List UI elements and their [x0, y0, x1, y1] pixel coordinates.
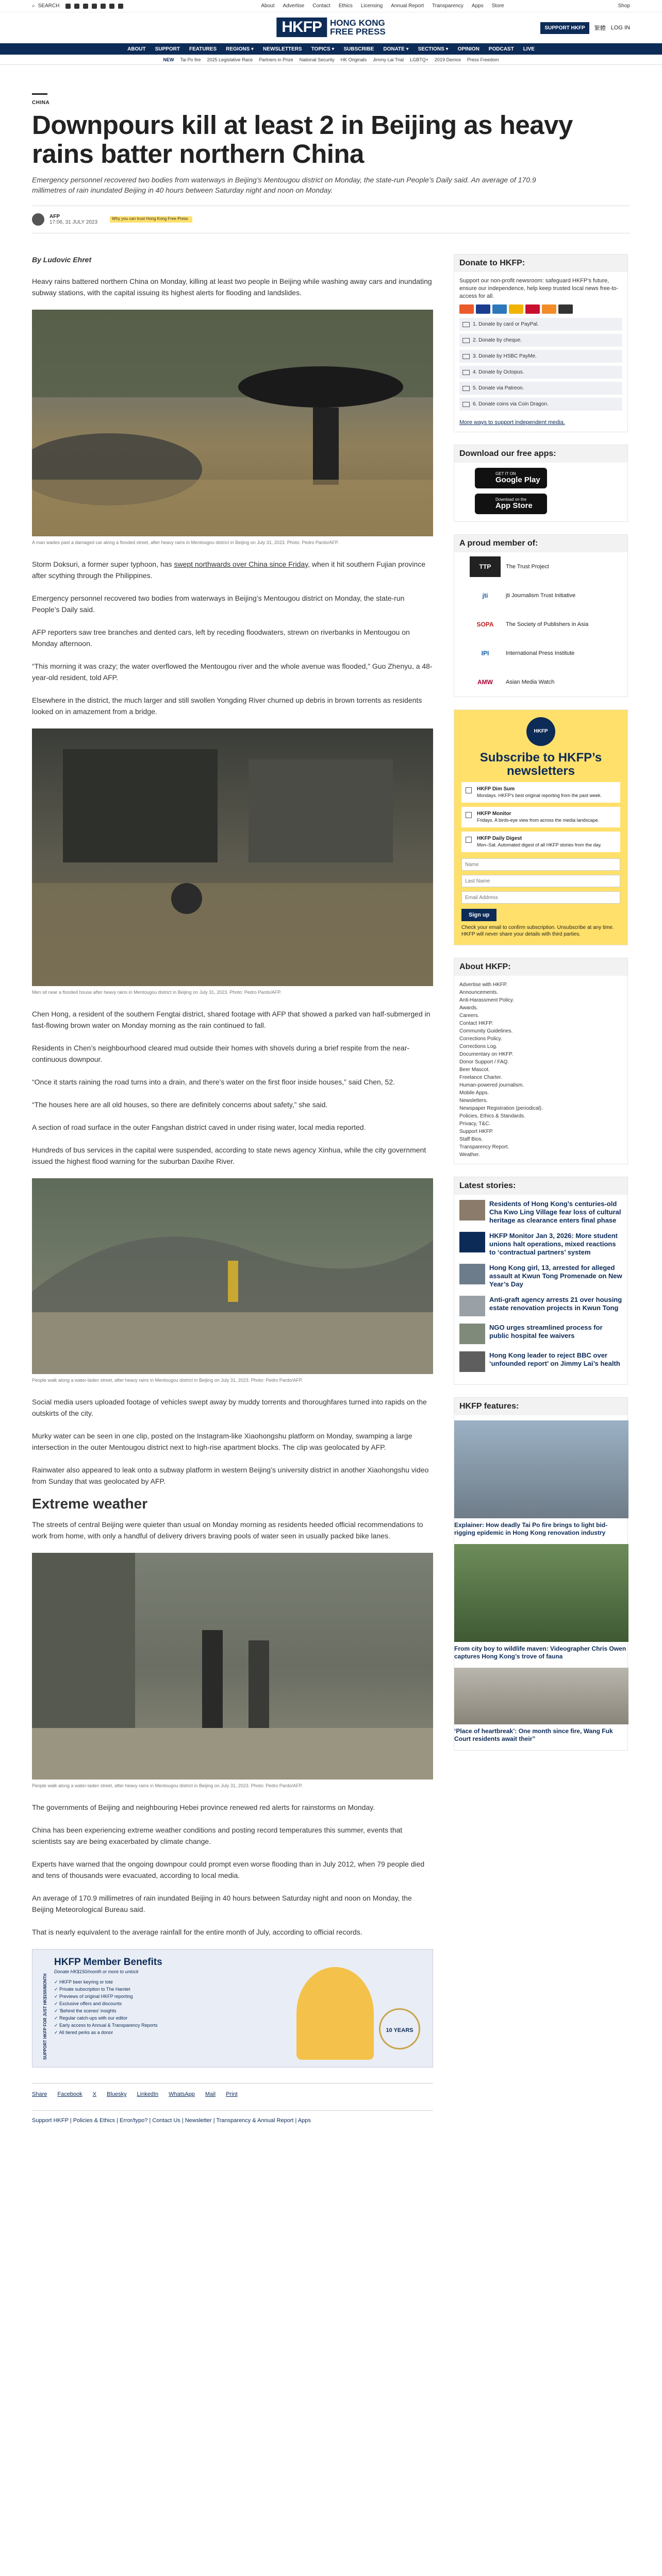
google-play-button[interactable] [475, 468, 547, 488]
about-link[interactable]: Support HKFP. [459, 1129, 493, 1134]
share-label: Share [32, 2091, 47, 2097]
paragraph: China has been experiencing extreme weather conditions and posting record temperatures this summer, events that scientists say are being exacerbated by climate change. [32, 1826, 403, 1845]
latest-story[interactable] [459, 1200, 622, 1225]
feature-story[interactable] [454, 1420, 627, 1537]
story-title: Anti-graft agency arrests 21 over housing estate renovation projects in Kwun Tong [489, 1296, 622, 1312]
member-sopa[interactable] [454, 610, 627, 639]
story-thumbnail [459, 1351, 485, 1372]
about-box [454, 958, 628, 1164]
topic-subnav [0, 55, 662, 65]
donate-option-label: 5. Donate via Patreon. [473, 385, 524, 391]
paragraph: “Once it starts raining the road turns into a drain, and there’s water on the first floor inside houses,” said Chen, 52. [32, 1078, 395, 1086]
author-avatar [32, 213, 44, 226]
newsletter-option[interactable] [461, 832, 620, 852]
subnav-item[interactable]: Tai Po fire [180, 57, 201, 62]
google-play-label: Google Play [495, 476, 540, 484]
donate-option-label: 6. Donate coins via Coin Dragon. [473, 401, 549, 407]
card-icon [462, 322, 470, 327]
nav-item[interactable]: OPINION [457, 46, 479, 52]
subnav-item[interactable]: LGBTQ+ [410, 57, 428, 62]
about-link[interactable]: Corrections Policy. [459, 1036, 502, 1042]
benefit-item-text: All tiered perks as a donor [59, 2030, 113, 2035]
benefit-item-text: Exclusive offers and discounts [59, 2001, 122, 2006]
nav-item[interactable]: TOPICS ▾ [311, 46, 335, 52]
paragraph: Rainwater also appeared to leak onto a subway platform in western Beijing’s university district in another Xiaohongshu video from Sunday that was geolocated by AFP. [32, 1466, 429, 1485]
photo-water-street [32, 1178, 433, 1374]
about-list [454, 976, 627, 1164]
amw-logo: AMW [477, 679, 493, 686]
donate-text: Support our non-profit newsroom: safeguard HKFP’s future, ensure our independence, help keep trusted local news free-to-access for all. [459, 278, 619, 299]
paragraph: Murky water can be seen in one clip, posted on the Instagram-like Xiaohongshu platform on Monday, swamping a large intersection in the outer Mentougou district next to high-rise apartment blocks. The clip was geolocated by AFP. [32, 1432, 412, 1451]
benefit-item: ✓ Exclusive offers and discounts [54, 2001, 122, 2006]
trust-project-logo: TTP [470, 556, 501, 577]
photo-caption: People walk along a water-laden street, after heavy rains in Mentougou district in Beijing on July 31, 2023. Photo: Pedro Pardo/AFP. [32, 1378, 303, 1383]
share-print[interactable]: Print [226, 2091, 238, 2097]
benefits-title: HKFP Member Benefits [54, 1957, 162, 1968]
byline-date: 17:06, 31 JULY 2023 [49, 219, 98, 225]
byline-text [49, 214, 97, 225]
social-icons [65, 4, 123, 9]
top-link-store[interactable]: Store [491, 3, 504, 9]
top-link-contact[interactable]: Contact [312, 3, 330, 9]
feature-title: Explainer: How deadly Tai Po fire brings to light bid-rigging epidemic in Hong Kong renovation industry [454, 1521, 608, 1536]
byline [32, 206, 630, 233]
paragraph: The streets of central Beijing were quieter than usual on Monday morning as residents heeded official recommendations to work from home, with only a handful of delivery drivers braving pools of water seen in usually packed bike lanes. [32, 1520, 423, 1540]
about-link[interactable]: Donor Support / FAQ. [459, 1059, 509, 1065]
benefit-item-text: Private subscription to The Hamlet [59, 1987, 130, 1992]
member-benefits-banner[interactable] [32, 1949, 433, 2067]
about-link[interactable]: Anti-Harassment Policy. [459, 997, 514, 1003]
latest-story[interactable] [459, 1296, 622, 1316]
latest-story[interactable] [459, 1351, 622, 1372]
byline-name[interactable]: AFP [49, 214, 60, 219]
feature-image [454, 1420, 628, 1518]
photo-art [32, 310, 433, 536]
facebook-icon[interactable] [74, 4, 79, 9]
inline-link[interactable]: swept northwards over China since Friday [174, 560, 308, 568]
checkbox-icon[interactable] [466, 812, 472, 818]
paragraph: The governments of Beijing and neighbouring Hebei province renewed red alerts for rainstorms on Monday. [32, 1803, 375, 1811]
paypal-icon [509, 304, 523, 314]
donate-option[interactable] [459, 318, 622, 331]
top-link-transparency[interactable]: Transparency [432, 3, 464, 9]
share-linkedin[interactable]: LinkedIn [137, 2091, 159, 2097]
latest-story[interactable] [459, 1324, 622, 1344]
member-label: Asian Media Watch [506, 679, 555, 685]
subnav-item[interactable]: National Security [299, 57, 335, 62]
about-link[interactable]: Awards. [459, 1005, 478, 1011]
logo-text-line1: HONG KONG [329, 18, 385, 28]
latest-story[interactable] [459, 1232, 622, 1257]
instagram-icon[interactable] [83, 4, 88, 9]
story-thumbnail [459, 1264, 485, 1284]
ipi-logo: IPI [481, 650, 489, 657]
coin-icon [462, 402, 470, 407]
email-field[interactable] [461, 891, 620, 904]
article-category[interactable]: CHINA [32, 100, 50, 106]
top-bar [0, 0, 662, 12]
mastercard-icon [459, 304, 474, 314]
story-title: Hong Kong leader to reject BBC over ‘unfounded report’ on Jimmy Lai’s health [489, 1351, 620, 1367]
about-link[interactable]: Careers. [459, 1013, 479, 1019]
benefit-item-text: 'Behind the scenes' insights [59, 2008, 117, 2013]
benefit-item: ✓ Previews of original HKFP reporting [54, 1994, 133, 1999]
checkbox-icon[interactable] [466, 837, 472, 843]
paragraph: Elsewhere in the district, the much larger and still swollen Yongding River churned up debris in brown torrents as residents looked on in amazement from a bridge. [32, 696, 422, 716]
about-link[interactable]: Human-powered journalism. [459, 1082, 524, 1088]
about-link[interactable]: Corrections Log. [459, 1044, 498, 1049]
article-body [32, 254, 433, 2126]
about-link[interactable]: Freelance Charter. [459, 1075, 502, 1080]
feature-image [454, 1668, 628, 1724]
donate-option-label: 2. Donate by cheque. [473, 337, 522, 343]
about-link[interactable]: Community Guidelines. [459, 1028, 513, 1034]
member-label: International Press Institute [506, 650, 575, 656]
benefit-item: ✓ 'Behind the scenes' insights [54, 2008, 117, 2013]
google-play-small: GET IT ON [495, 471, 516, 476]
newsletter-logo: HKFP [526, 717, 555, 746]
bluesky-icon[interactable] [92, 4, 97, 9]
share-x[interactable]: X [92, 2091, 97, 2097]
shop-link[interactable]: Shop [618, 3, 630, 9]
donate-body [454, 272, 627, 432]
share-whatsapp[interactable]: WhatsApp [169, 2091, 195, 2097]
paragraph: An average of 170.9 millimetres of rain inundated Beijing in 40 hours between Saturday night and noon on Monday, the Beijing Meteorological Bureau said. [32, 1894, 412, 1913]
newsletter-option[interactable] [461, 782, 620, 803]
nav-item[interactable]: SECTIONS ▾ [418, 46, 449, 52]
top-links [103, 3, 662, 9]
member-label: The Trust Project [506, 564, 549, 570]
threads-icon[interactable] [118, 4, 123, 9]
about-link[interactable]: Newspaper Registration (periodical). [459, 1106, 543, 1111]
payme-icon [462, 354, 470, 359]
features-list [454, 1415, 627, 1743]
trust-promo[interactable]: Why you can trust Hong Kong Free Press [110, 216, 192, 223]
subnav-item[interactable]: Press Freedom [467, 57, 499, 62]
about-link[interactable]: Advertise with HKFP. [459, 982, 508, 988]
feature-story[interactable] [454, 1544, 627, 1660]
newsletter-option[interactable] [461, 807, 620, 827]
story-thumbnail [459, 1296, 485, 1316]
app-store-small: Download on the [495, 497, 527, 502]
donate-option[interactable] [459, 366, 622, 379]
app-store-label: App Store [495, 501, 533, 510]
search-icon[interactable]: ⌕ [32, 3, 35, 9]
subnav-item[interactable]: Partners in Prize [259, 57, 293, 62]
last-name-field[interactable] [461, 875, 620, 887]
about-link[interactable]: Staff Bios. [459, 1137, 483, 1142]
about-link[interactable]: Privacy, T&C. [459, 1121, 491, 1127]
feature-story[interactable] [454, 1668, 627, 1743]
logo-text [330, 19, 386, 36]
feature-title: From city boy to wildlife maven: Videographer Chris Owen captures Hong Kong’s trove of fauna [454, 1645, 626, 1660]
support-hkfp-button[interactable]: SUPPORT HKFP [540, 22, 589, 34]
about-link[interactable]: Policies, Ethics & Standards. [459, 1113, 525, 1119]
payme-icon [525, 304, 540, 314]
about-link[interactable]: Newsletters. [459, 1098, 488, 1104]
story-thumbnail [459, 1200, 485, 1221]
patreon-icon [462, 386, 470, 391]
header-right [540, 22, 630, 34]
donate-box [454, 254, 628, 432]
subnav-item[interactable]: 2025 Legislative Race [207, 57, 253, 62]
benefit-item: ✓ Early access to Annual & Transparency Reports [54, 2023, 158, 2028]
mascot-illustration [296, 1967, 374, 2060]
photo-art [32, 1178, 433, 1374]
newsletter-box [454, 709, 628, 945]
share-mail[interactable]: Mail [205, 2091, 216, 2097]
benefits-content [54, 1957, 296, 2060]
benefits-sub: Donate HK$150/month or more to unlock [54, 1969, 139, 1974]
photo-flooded-house [32, 728, 433, 986]
site-header [0, 12, 662, 43]
newsletter-option-title: HKFP Daily Digest [477, 836, 522, 841]
ten-years-badge: 10 YEARS [379, 2008, 420, 2049]
nav-item[interactable]: PODCAST [488, 46, 514, 52]
app-store-button[interactable] [475, 494, 547, 514]
about-link[interactable]: Documentary on HKFP. [459, 1052, 514, 1057]
benefit-item-text: Previews of original HKFP reporting [59, 1994, 133, 1999]
photo-flooded-street [32, 310, 433, 536]
top-link-annual-report[interactable]: Annual Report [391, 3, 424, 9]
top-link-apps[interactable]: Apps [471, 3, 484, 9]
newsletter-option-desc: Mondays. HKFP's best original reporting from the past week. [477, 793, 602, 798]
story-thumbnail [459, 1232, 485, 1252]
paragraph-text: Storm Doksuri, a former super typhoon, has [32, 560, 174, 568]
paragraph: Residents in Chen’s neighbourhood cleared mud outside their homes with shovels during a brief respite from the near-continuous downpour. [32, 1044, 410, 1063]
subnav-item[interactable]: Jimmy Lai Trial [373, 57, 404, 62]
newsletter-option-desc: Fridays. A birds-eye view from across the media landscape. [477, 818, 600, 823]
octopus-icon [462, 370, 470, 375]
donate-title: Donate to HKFP: [454, 255, 627, 272]
nav-item[interactable]: DONATE ▾ [383, 46, 409, 52]
donate-more-link[interactable]: More ways to support independent media. [459, 419, 565, 426]
newsletter-option-title: HKFP Monitor [477, 811, 511, 817]
patreon-icon [558, 304, 573, 314]
features-box [454, 1397, 628, 1751]
apps-title: Download our free apps: [454, 445, 627, 463]
about-link[interactable]: Contact HKFP. [459, 1021, 493, 1026]
share-facebook[interactable]: Facebook [57, 2091, 82, 2097]
donate-option-label: 3. Donate by HSBC PayMe. [473, 353, 537, 359]
top-bar-left [32, 3, 135, 9]
checkbox-icon[interactable] [466, 787, 472, 793]
top-link-licensing[interactable]: Licensing [360, 3, 383, 9]
paragraph-text: , when it hit southern Fujian province after scything through the Philippines. [32, 560, 426, 580]
paragraph: Hundreds of bus services in the capital were suspended, according to state news agency Xinhua, while the city government issued the highest flood warning for the suburban Daxihe River. [32, 1146, 426, 1165]
latest-story[interactable] [459, 1264, 622, 1289]
nav-item[interactable]: LIVE [523, 46, 535, 52]
nav-item[interactable]: NEWSLETTERS [263, 46, 302, 52]
about-link[interactable]: Beer Mascot. [459, 1067, 490, 1073]
donate-option[interactable] [459, 382, 622, 395]
search-link[interactable]: SEARCH [38, 3, 60, 9]
paragraph: Heavy rains battered northern China on Monday, killing at least two people in Beijing while washing away cars and inundating subway stations, with the capital issuing its highest alerts for flooding and landslides. [32, 277, 432, 297]
support-footer-links[interactable]: Support HKFP | Policies & Ethics | Error/typo? | Contact Us | Newsletter | Transparency & Annual Report | Apps [32, 2110, 433, 2126]
members-title: A proud member of: [454, 535, 627, 552]
donate-option-label: 4. Donate by Octopus. [473, 369, 524, 375]
paragraph: That is nearly equivalent to the average rainfall for the entire month of July, according to official records. [32, 1928, 362, 1936]
benefits-vertical-label: SUPPORT HKFP FOR JUST HK$150/MONTH [43, 1973, 47, 2060]
benefit-item-text: HKFP beer keyring or tote [59, 1979, 113, 1985]
mail-icon[interactable] [109, 4, 114, 9]
top-link-advertise[interactable]: Advertise [283, 3, 305, 9]
donate-option[interactable] [459, 350, 622, 363]
paragraph: Chen Hong, a resident of the southern Fengtai district, shared footage with AFP that showed a parked van half-submerged in fast-flowing brown water on Monday morning as the rain continued to fall. [32, 1010, 431, 1029]
story-title: Hong Kong girl, 13, arrested for alleged assault at Kwun Tong Promenade on New Year’s Day [489, 1264, 622, 1288]
apps-box [454, 445, 628, 522]
sopa-logo: SOPA [476, 621, 494, 628]
paragraph: Experts have warned that the ongoing downpour could prompt even worse flooding than in July 2012, when 79 people died and tens of thousands were evacuated, according to local media. [32, 1860, 425, 1879]
paragraph: AFP reporters saw tree branches and dented cars, left by receding floodwaters, strewn on riverbanks in Mentougou on Monday afternoon. [32, 628, 410, 648]
story-thumbnail [459, 1324, 485, 1344]
donate-option[interactable] [459, 334, 622, 347]
paragraph [32, 558, 433, 581]
benefit-item-text: Regular catch-ups with our editor [59, 2015, 128, 2021]
visa-icon [476, 304, 490, 314]
payment-icons [459, 304, 622, 314]
latest-list [454, 1195, 627, 1384]
nav-item[interactable]: REGIONS ▾ [226, 46, 254, 52]
story-title: HKFP Monitor Jan 3, 2026: More student unions halt operations, mixed reactions to ‘contractual partners’ system [489, 1232, 618, 1256]
story-title: NGO urges streamlined process for public hospital fee waivers [489, 1324, 603, 1340]
member-trust-project[interactable] [454, 552, 627, 581]
site-logo[interactable] [276, 18, 385, 37]
divider [32, 93, 47, 95]
photo-caption: People walk along a water-laden street, after heavy rains in Mentougou district in Beijing on July 31, 2023. Photo: Pedro Pardo/AFP. [32, 1783, 303, 1788]
sidebar [454, 254, 628, 2126]
benefit-item: ✓ All tiered perks as a donor [54, 2030, 113, 2035]
article-title: Downpours kill at least 2 in Beijing as heavy rains batter northern China [32, 110, 573, 168]
article-subhead: Emergency personnel recovered two bodies from waterways in Beijing’s Mentougou district on Monday, the state-run People’s Daily said. An average of 170.9 millimetres of rain inundated Beijing in 40 hours between Saturday night and noon on Monday. [32, 176, 536, 194]
sign-up-button[interactable]: Sign up [461, 909, 496, 921]
latest-box [454, 1177, 628, 1385]
logo-box: HKFP [276, 18, 327, 37]
paragraph: “This morning it was crazy; the water overflowed the Mentougou river and the whole avenue was flooded,” Guo Zhenyu, a 48-year-old resident, told AFP. [32, 662, 433, 682]
share-bluesky[interactable]: Bluesky [107, 2091, 127, 2097]
content-columns [0, 254, 662, 2126]
feature-image [454, 1544, 628, 1642]
amex-icon [492, 304, 507, 314]
nav-item[interactable]: FEATURES [189, 46, 217, 52]
article-header [0, 65, 662, 233]
top-link-ethics[interactable]: Ethics [338, 3, 353, 9]
member-label: jti Journalism Trust Initiative [506, 592, 576, 599]
member-ipi[interactable] [454, 639, 627, 668]
cheque-icon [462, 338, 470, 343]
nav-item[interactable]: SUBSCRIBE [343, 46, 374, 52]
donate-option-label: 1. Donate by card or PayPal. [473, 321, 539, 327]
latest-title: Latest stories: [454, 1177, 627, 1195]
about-title: About HKFP: [454, 958, 627, 976]
donate-option[interactable] [459, 398, 622, 411]
newsletter-option-desc: Mon–Sat. Automated digest of all HKFP stories from the day. [477, 842, 602, 848]
logo-text-line2: FREE PRESS [329, 27, 386, 37]
x-icon[interactable] [65, 4, 71, 9]
paragraph: Social media users uploaded footage of vehicles swept away by muddy torrents and thoroughfares turned into rapids on the outskirts of the city. [32, 1398, 427, 1417]
subnav-new-label: NEW [163, 57, 174, 62]
paragraph: “The houses here are all old houses, so there are definitely concerns about safety,” she said. [32, 1100, 328, 1109]
paragraph: A section of road surface in the outer Fangshan district caved in under rising water, local media reported. [32, 1123, 366, 1131]
photo-caption: Men sit near a flooded house after heavy rains in Mentougou district in Beijing on July 31, 2023. Photo: Pedro Pardo/AFP. [32, 990, 282, 995]
member-amw[interactable] [454, 668, 627, 697]
main-nav [0, 43, 662, 55]
nav-item[interactable]: ABOUT [127, 46, 146, 52]
name-field[interactable] [461, 858, 620, 871]
benefit-item: ✓ Private subscription to The Hamlet [54, 1987, 130, 1992]
story-title: Residents of Hong Kong’s centuries-old Cha Kwo Ling Village fear loss of cultural heritage as clearance enters final phase [489, 1200, 621, 1224]
octopus-icon [542, 304, 556, 314]
nav-item[interactable]: SUPPORT [155, 46, 180, 52]
photo-art [32, 728, 433, 986]
paragraph: Emergency personnel recovered two bodies from waterways in Beijing’s Mentougou district on Monday, the state-run People’s Daily said. [32, 594, 405, 614]
jti-logo: jti [482, 592, 488, 599]
youtube-icon[interactable] [101, 4, 106, 9]
language-switch[interactable]: 繁體 [594, 25, 606, 31]
benefit-item-text: Early access to Annual & Transparency Reports [59, 2023, 158, 2028]
newsletter-option-title: HKFP Dim Sum [477, 786, 515, 792]
benefit-item: ✓ Regular catch-ups with our editor [54, 2015, 128, 2021]
article-author: By Ludovic Ehret [32, 256, 92, 264]
features-title: HKFP features: [454, 1398, 627, 1415]
section-heading: Extreme weather [32, 1496, 148, 1512]
subnav-item[interactable]: 2019 Demos [434, 57, 461, 62]
about-link[interactable]: Announcements. [459, 990, 499, 995]
members-box [454, 534, 628, 697]
top-link-about[interactable]: About [261, 3, 275, 9]
photo-caption: A man wades past a damaged car along a flooded street, after heavy rains in Mentougou district in Beijing on July 31, 2023. Photo: Pedro Pardo/AFP. [32, 540, 339, 545]
login-link[interactable]: LOG IN [610, 25, 630, 31]
about-link[interactable]: Weather. [459, 1152, 480, 1158]
benefit-item: ✓ HKFP beer keyring or tote [54, 1979, 113, 1985]
member-jti[interactable] [454, 581, 627, 610]
member-label: The Society of Publishers in Asia [506, 621, 589, 628]
about-link[interactable]: Transparency Report. [459, 1144, 509, 1150]
subnav-item[interactable]: HK Originals [340, 57, 367, 62]
newsletter-title: Subscribe to HKFP’s newsletters [479, 751, 602, 778]
share-bar [32, 2083, 433, 2100]
photo-art [32, 1553, 433, 1780]
newsletter-note: Check your email to confirm subscription. Unsubscribe at any time. HKFP will never share your details with third parties. [461, 925, 614, 937]
about-link[interactable]: Mobile Apps. [459, 1090, 489, 1096]
photo-people-walking [32, 1553, 433, 1780]
feature-title: ‘Place of heartbreak’: One month since fire, Wang Fuk Court residents await their” [454, 1727, 613, 1742]
